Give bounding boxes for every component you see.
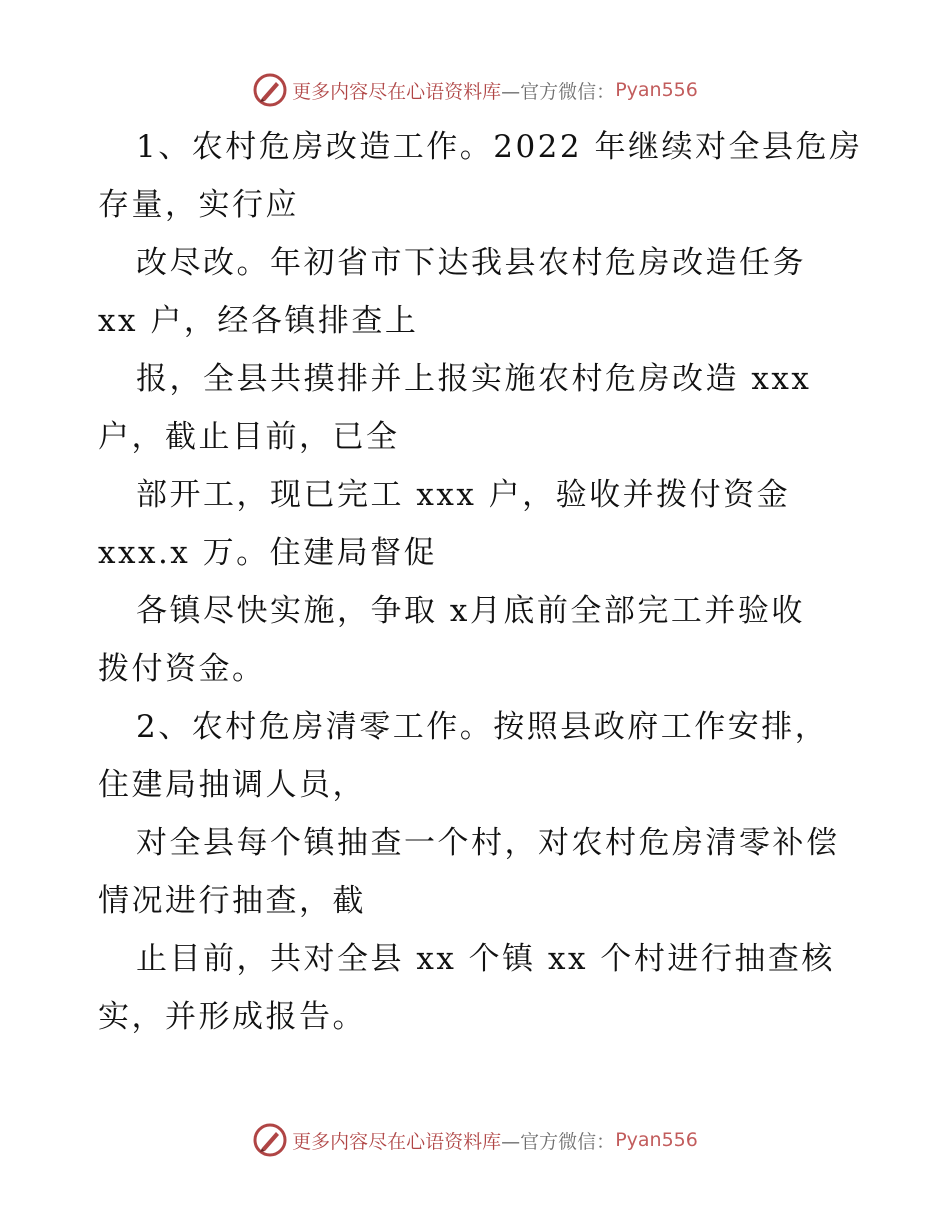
pen-logo-icon (252, 72, 288, 108)
text-line: 各镇尽快实施，争取 x月底前全部完工并验收 (136, 593, 805, 629)
text-line: 止目前，共对全县 xx 个镇 xx 个村进行抽查核 (136, 941, 835, 977)
text-line: 报，全县共摸排并上报实施农村危房改造 xxx (136, 361, 812, 397)
text-line: xxx.x 万。住建局督促 (98, 535, 438, 571)
text-line: 2、农村危房清零工作。按照县政府工作安排， (136, 709, 829, 745)
banner-wechat-label: —官方微信： (501, 1130, 616, 1153)
text-line: 户，截止目前，已全 (98, 419, 400, 455)
text-line: 部开工，现已完工 xxx 户，验收并拨付资金 (136, 477, 791, 513)
text-line: 实，并形成报告。 (98, 999, 366, 1035)
text-line: xx 户，经各镇排查上 (98, 303, 419, 339)
text-line: 情况进行抽查，截 (98, 883, 366, 919)
document-body (98, 118, 863, 1046)
banner-wechat-label: —官方微信： (501, 80, 616, 103)
text-line: 改尽改。年初省市下达我县农村危房改造任务 (136, 245, 806, 281)
banner-site-text: 更多内容尽在心语资料库 (292, 80, 502, 103)
header-watermark-banner (0, 70, 950, 110)
text-line: 拨付资金。 (98, 651, 266, 687)
banner-site-text: 更多内容尽在心语资料库 (292, 1130, 502, 1153)
text-line: 存量，实行应 (98, 187, 299, 223)
banner-wechat-id: Pyan556 (615, 1129, 698, 1151)
text-line: 住建局抽调人员， (98, 767, 366, 803)
text-line: 对全县每个镇抽查一个村，对农村危房清零补偿 (136, 825, 840, 861)
pen-logo-icon (252, 1122, 288, 1158)
footer-watermark-banner (0, 1120, 950, 1160)
text-line: 1、农村危房改造工作。2022 年继续对全县危房 (136, 129, 863, 165)
banner-wechat-id: Pyan556 (615, 79, 698, 101)
